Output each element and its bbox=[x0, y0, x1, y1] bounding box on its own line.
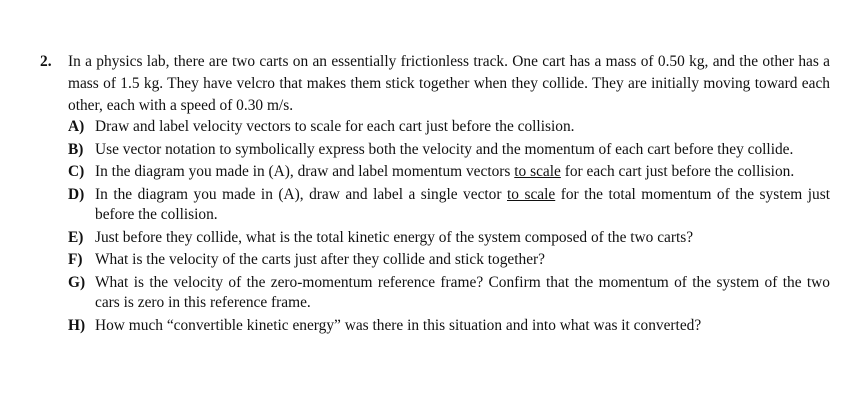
sub-question-c bbox=[68, 162, 830, 183]
sub-question-letter: D) bbox=[68, 185, 85, 203]
underlined-phrase: to scale bbox=[507, 185, 556, 203]
problem-intro-block bbox=[40, 51, 830, 117]
sub-question-list bbox=[40, 117, 830, 336]
sub-question-letter: G) bbox=[68, 273, 86, 291]
sub-question-text: How much “convertible kinetic energy” was there in this situation and into what was it converted? bbox=[95, 316, 702, 334]
sub-question-b bbox=[68, 140, 830, 161]
sub-question-h bbox=[68, 316, 830, 337]
sub-question-text: Draw and label velocity vectors to scale for each cart just before the collision. bbox=[95, 118, 575, 135]
sub-question-text-end: for each cart just before the collision. bbox=[560, 163, 795, 180]
problem-2 bbox=[40, 51, 830, 338]
sub-question-text: Use vector notation to symbolically express both the velocity and the momentum of each cart before they collide. bbox=[95, 140, 794, 158]
sub-question-text-start: In the diagram you made in (A), draw and label a single vector bbox=[95, 185, 507, 203]
sub-question-text: What is the velocity of the carts just after they collide and stick together? bbox=[95, 251, 546, 268]
sub-question-letter: B) bbox=[68, 140, 84, 158]
sub-question-letter: F) bbox=[68, 251, 83, 268]
sub-question-text-end: for the total momentum of the system just before the collision. bbox=[95, 185, 830, 223]
sub-question-d bbox=[68, 185, 830, 226]
sub-question-letter: E) bbox=[68, 228, 84, 246]
problem-intro-text: In a physics lab, there are two carts on an essentially frictionless track. One cart has a mass of 0.50 kg, and the other has a mass of 1.5 kg. They have velcro that makes them stick together when they collide. They are initially moving toward each other, each with a speed of 0.30 m/s. bbox=[68, 53, 830, 114]
sub-question-f bbox=[68, 250, 830, 271]
sub-question-letter: H) bbox=[68, 316, 86, 334]
sub-question-letter: C) bbox=[68, 163, 85, 180]
sub-question-text: Just before they collide, what is the total kinetic energy of the system composed of the two carts? bbox=[95, 228, 694, 246]
sub-question-letter: A) bbox=[68, 118, 85, 135]
underlined-phrase: to scale bbox=[514, 163, 561, 180]
problem-number: 2. bbox=[40, 53, 52, 70]
sub-question-text-start: In the diagram you made in (A), draw and label momentum vectors bbox=[95, 163, 515, 180]
sub-question-g bbox=[68, 273, 830, 314]
sub-question-text: What is the velocity of the zero-momentum reference frame? Confirm that the momentum of the system of the two cars is zero in this reference frame. bbox=[95, 273, 830, 311]
sub-question-e bbox=[68, 228, 830, 249]
sub-question-a bbox=[68, 117, 830, 138]
